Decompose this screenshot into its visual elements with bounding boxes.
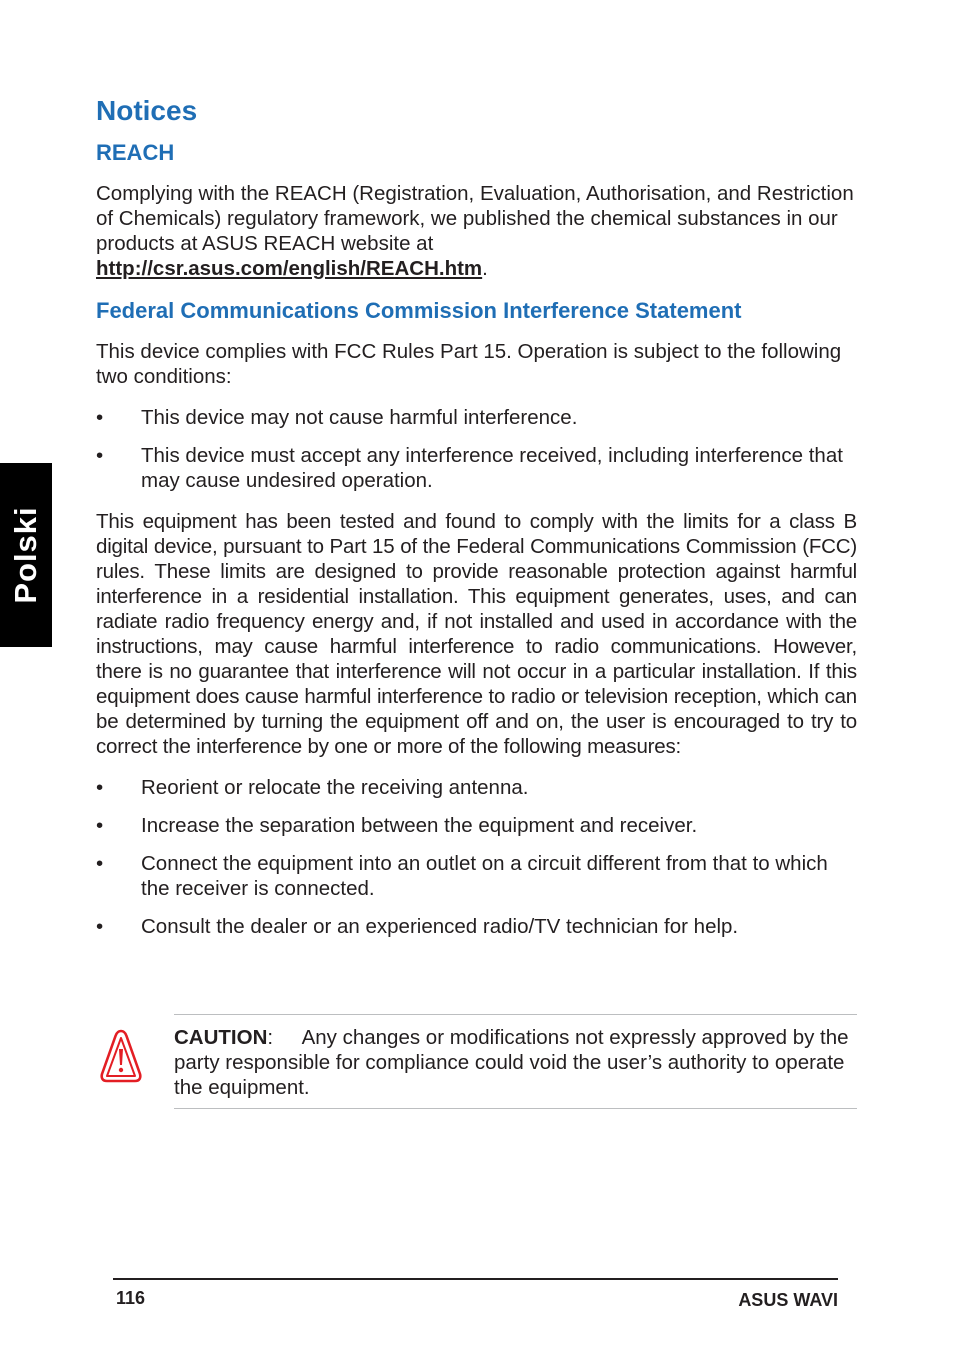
warning-triangle-icon [98,1028,144,1084]
reach-heading: REACH [96,140,175,165]
condition-text: This device may not cause harmful interference. [141,406,578,429]
list-item [96,851,857,901]
list-item [96,405,857,430]
page-number: 116 [116,1288,146,1308]
reach-paragraph [96,181,857,281]
reach-text: Complying with the REACH (Registration, Evaluation, Authorisation, and Restriction of Chemicals) regulatory framework, we published the chemical substances in our products at ASUS REACH website at [96,182,854,255]
bullet-icon: • [96,915,104,938]
fcc-intro: This device complies with FCC Rules Part 15. Operation is subject to the following two conditions: [96,340,842,388]
fcc-measures-list [96,775,857,939]
list-item [96,775,857,800]
caution-note [96,1014,857,1109]
reach-section [96,139,857,281]
language-tab-label: Polski [8,506,43,604]
caution-separator: : [267,1026,274,1049]
page-footer [113,1278,838,1310]
product-name: ASUS WAVI [738,1290,838,1310]
bullet-icon: • [96,776,104,799]
bullet-icon: • [96,814,104,837]
page-content [96,94,857,955]
reach-link[interactable]: http://csr.asus.com/english/REACH.htm [96,257,483,280]
bullet-icon: • [96,852,104,875]
fcc-conditions-list [96,405,857,493]
condition-text: This device must accept any interference received, including interference that may cause undesired operation. [141,444,843,492]
language-side-tab [0,463,52,647]
caution-text: Any changes or modifications not expressly approved by the party responsible for compliance could void the user’s authority to operate the equipment. [174,1026,849,1099]
list-item [96,813,857,838]
caution-label: CAUTION [174,1026,268,1049]
caution-paragraph [174,1025,857,1100]
list-item [96,443,857,493]
caution-box [174,1014,857,1109]
bullet-icon: • [96,444,104,467]
bullet-icon: • [96,406,104,429]
measure-text: Consult the dealer or an experienced radio/TV technician for help. [141,915,739,938]
page-title: Notices [96,95,198,126]
reach-trailing: . [482,257,488,280]
fcc-section [96,297,857,939]
list-item [96,914,857,939]
measure-text: Reorient or relocate the receiving antenna. [141,776,529,799]
fcc-statement: This equipment has been tested and found to comply with the limits for a class B digital device, pursuant to Part 15 of the Federal Communications Commission (FCC) rules. These limits are designed to provide reasonable protection against harmful interference in a residential installation. This equipment generates, uses, and can radiate radio frequency energy and, if not installed and used in accordance with the instructions, may cause harmful interference to radio communications. However, there is no guarantee that interference will not occur in a particular installation. If this equipment does cause harmful interference to radio or television reception, which can be determined by turning the equipment off and on, the user is encouraged to try to correct the interference by one or more of the following measures: [96,510,857,758]
measure-text: Increase the separation between the equipment and receiver. [141,814,698,837]
fcc-heading: Federal Communications Commission Interference Statement [96,298,742,323]
measure-text: Connect the equipment into an outlet on a circuit different from that to which the receiver is connected. [141,852,828,900]
